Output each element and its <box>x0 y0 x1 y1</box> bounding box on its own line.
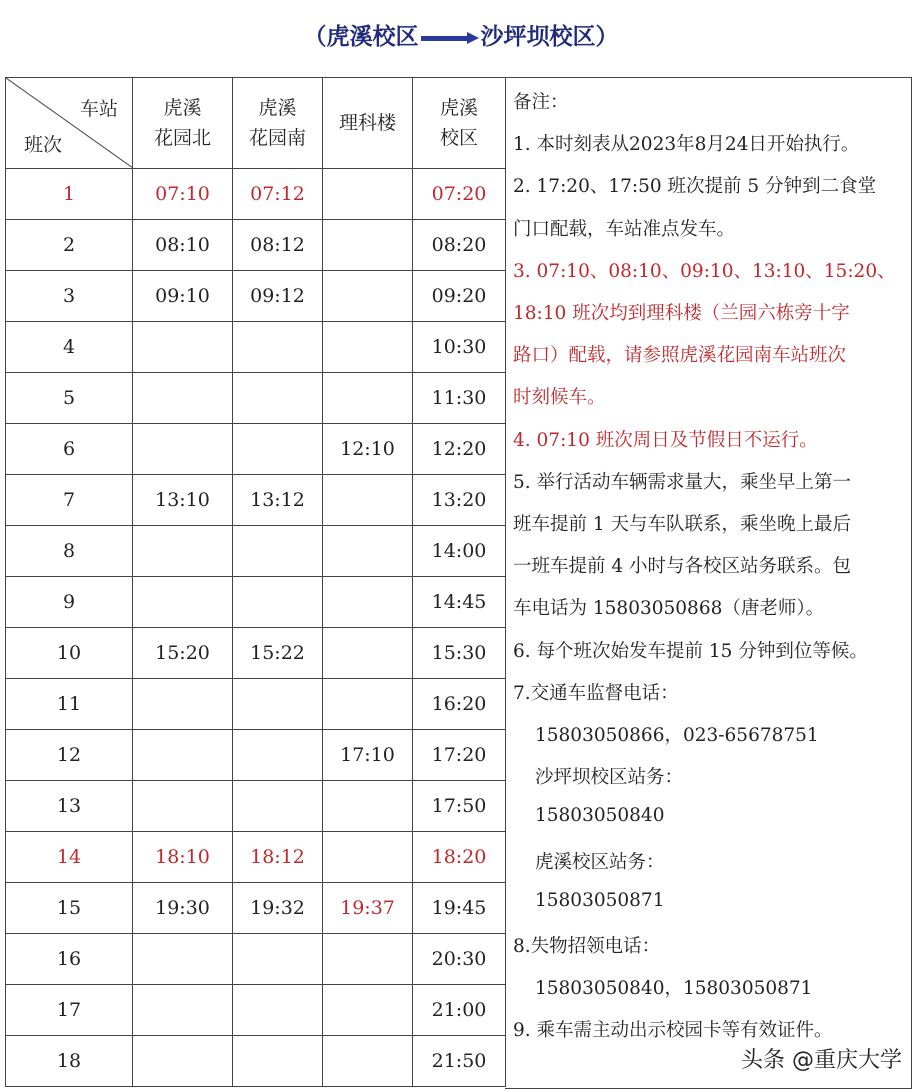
note-line: 虎溪校区站务： <box>535 851 665 873</box>
departure-time: 21:00 <box>413 985 506 1036</box>
table-row <box>6 475 506 526</box>
note-line: 7.交通车监督电话： <box>513 682 679 704</box>
note-line: 18:10 班次均到理科楼（兰园六栋旁十字 <box>513 303 850 324</box>
departure-time <box>233 934 323 985</box>
departure-time: 14:00 <box>413 526 506 577</box>
table-row <box>6 781 506 832</box>
trip-number: 12 <box>6 730 133 781</box>
departure-time: 11:30 <box>413 373 506 424</box>
note-line: 车电话为 15803050868（唐老师）。 <box>513 598 825 620</box>
timetable <box>5 77 506 1087</box>
note-line: 9. 乘车需主动出示校园卡等有效证件。 <box>513 1020 833 1042</box>
title-to: 沙坪坝校区） <box>480 24 619 50</box>
departure-time: 19:30 <box>133 883 233 934</box>
trip-number: 3 <box>6 271 133 322</box>
departure-time: 19:37 <box>323 883 413 934</box>
departure-time <box>323 934 413 985</box>
note-line: 5. 举行活动车辆需求量大，乘坐早上第一 <box>513 471 852 493</box>
note-line: 15803050840 <box>535 805 665 827</box>
table-row <box>6 577 506 628</box>
note-line: 15803050840，15803050871 <box>535 978 813 1000</box>
departure-time: 15:22 <box>233 628 323 679</box>
departure-time: 16:20 <box>413 679 506 730</box>
departure-time <box>323 220 413 271</box>
trip-number: 17 <box>6 985 133 1036</box>
trip-number: 14 <box>6 832 133 883</box>
title-from: （虎溪校区 <box>303 24 419 50</box>
note-line: 沙坪坝校区站务： <box>535 767 684 789</box>
column-header: 虎溪 校区 <box>413 78 506 169</box>
departure-time <box>133 679 233 730</box>
table-row <box>6 934 506 985</box>
table-row <box>6 1036 506 1087</box>
departure-time <box>133 526 233 577</box>
table-row <box>6 985 506 1036</box>
note-line: 15803050866，023-65678751 <box>535 725 819 746</box>
trip-number: 15 <box>6 883 133 934</box>
departure-time <box>233 985 323 1036</box>
departure-time: 17:50 <box>413 781 506 832</box>
departure-time <box>133 424 233 475</box>
departure-time <box>133 781 233 832</box>
departure-time: 12:20 <box>413 424 506 475</box>
departure-time <box>323 169 413 220</box>
departure-time: 13:20 <box>413 475 506 526</box>
trip-number: 11 <box>6 679 133 730</box>
departure-time: 08:10 <box>133 220 233 271</box>
watermark: 头条 @重庆大学 <box>741 1048 902 1073</box>
trip-number: 8 <box>6 526 133 577</box>
departure-time <box>323 526 413 577</box>
departure-time: 13:10 <box>133 475 233 526</box>
departure-time: 09:20 <box>413 271 506 322</box>
note-line: 班车提前 1 天与车队联系，乘坐晚上最后 <box>513 514 852 535</box>
departure-time: 18:12 <box>233 832 323 883</box>
departure-time: 17:10 <box>323 730 413 781</box>
departure-time <box>233 679 323 730</box>
table-row <box>6 373 506 424</box>
note-line: 8.失物招领电话： <box>513 936 661 957</box>
departure-time: 13:12 <box>233 475 323 526</box>
departure-time <box>323 373 413 424</box>
departure-time <box>323 781 413 832</box>
departure-time <box>323 628 413 679</box>
departure-time <box>323 832 413 883</box>
departure-time: 08:12 <box>233 220 323 271</box>
departure-time <box>133 373 233 424</box>
departure-time <box>133 934 233 985</box>
departure-time <box>233 526 323 577</box>
departure-time: 12:10 <box>323 424 413 475</box>
departure-time <box>233 577 323 628</box>
table-row <box>6 424 506 475</box>
departure-time: 09:12 <box>233 271 323 322</box>
table-row <box>6 679 506 730</box>
notes-panel <box>505 77 912 1089</box>
departure-time: 15:20 <box>133 628 233 679</box>
table-row <box>6 832 506 883</box>
note-line: 6. 每个班次始发车提前 15 分钟到位等候。 <box>513 640 868 662</box>
departure-time <box>323 322 413 373</box>
table-row <box>6 526 506 577</box>
trip-number: 5 <box>6 373 133 424</box>
departure-time: 07:10 <box>133 169 233 220</box>
departure-time <box>233 373 323 424</box>
note-line: 15803050871 <box>535 889 665 911</box>
trip-number: 4 <box>6 322 133 373</box>
station-label: 车站 <box>79 98 118 120</box>
departure-time: 14:45 <box>413 577 506 628</box>
departure-time: 18:10 <box>133 832 233 883</box>
column-header: 虎溪 花园南 <box>233 78 323 169</box>
trip-number: 6 <box>6 424 133 475</box>
column-header: 虎溪 花园北 <box>133 78 233 169</box>
arrow-right-icon <box>421 33 479 43</box>
trip-number: 13 <box>6 781 133 832</box>
trip-number: 1 <box>6 169 133 220</box>
departure-time <box>133 1036 233 1087</box>
departure-time: 10:30 <box>413 322 506 373</box>
departure-time <box>323 271 413 322</box>
note-line: 门口配载，车站准点发车。 <box>513 218 736 240</box>
departure-time <box>133 322 233 373</box>
departure-time: 17:20 <box>413 730 506 781</box>
note-line: 1. 本时刻表从2023年8月24日开始执行。 <box>513 134 860 156</box>
departure-time <box>233 322 323 373</box>
departure-time: 19:32 <box>233 883 323 934</box>
departure-time: 08:20 <box>413 220 506 271</box>
trip-label: 班次 <box>24 134 63 156</box>
note-line: 一班车提前 4 小时与各校区站务联系。包 <box>513 556 852 578</box>
departure-time <box>323 475 413 526</box>
trip-number: 2 <box>6 220 133 271</box>
table-row <box>6 730 506 781</box>
departure-time <box>233 1036 323 1087</box>
departure-time: 21:50 <box>413 1036 506 1087</box>
departure-time <box>323 985 413 1036</box>
departure-time <box>323 679 413 730</box>
departure-time <box>133 985 233 1036</box>
departure-time <box>133 577 233 628</box>
trip-number: 16 <box>6 934 133 985</box>
departure-time <box>323 577 413 628</box>
departure-time: 19:45 <box>413 883 506 934</box>
table-row <box>6 220 506 271</box>
note-line: 备注： <box>513 92 569 113</box>
corner-header <box>6 78 133 169</box>
trip-number: 18 <box>6 1036 133 1087</box>
trip-number: 9 <box>6 577 133 628</box>
note-line: 路口）配载，请参照虎溪花园南车站班次 <box>513 345 847 367</box>
departure-time <box>233 424 323 475</box>
departure-time <box>323 1036 413 1087</box>
departure-time: 07:12 <box>233 169 323 220</box>
table-row <box>6 628 506 679</box>
note-line: 3. 07:10、08:10、09:10、13:10、15:20、 <box>513 260 896 282</box>
departure-time <box>233 730 323 781</box>
departure-time: 07:20 <box>413 169 506 220</box>
note-line: 时刻候车。 <box>513 387 606 409</box>
page-title <box>0 18 922 51</box>
table-row <box>6 883 506 934</box>
departure-time <box>233 781 323 832</box>
departure-time <box>133 730 233 781</box>
departure-time: 15:30 <box>413 628 506 679</box>
trip-number: 7 <box>6 475 133 526</box>
column-header: 理科楼 <box>323 78 413 169</box>
table-row <box>6 322 506 373</box>
trip-number: 10 <box>6 628 133 679</box>
table-row <box>6 169 506 220</box>
departure-time: 18:20 <box>413 832 506 883</box>
departure-time: 09:10 <box>133 271 233 322</box>
table-row <box>6 271 506 322</box>
note-line: 4. 07:10 班次周日及节假日不运行。 <box>513 429 818 451</box>
note-line: 2. 17:20、17:50 班次提前 5 分钟到二食堂 <box>513 176 877 198</box>
departure-time: 20:30 <box>413 934 506 985</box>
